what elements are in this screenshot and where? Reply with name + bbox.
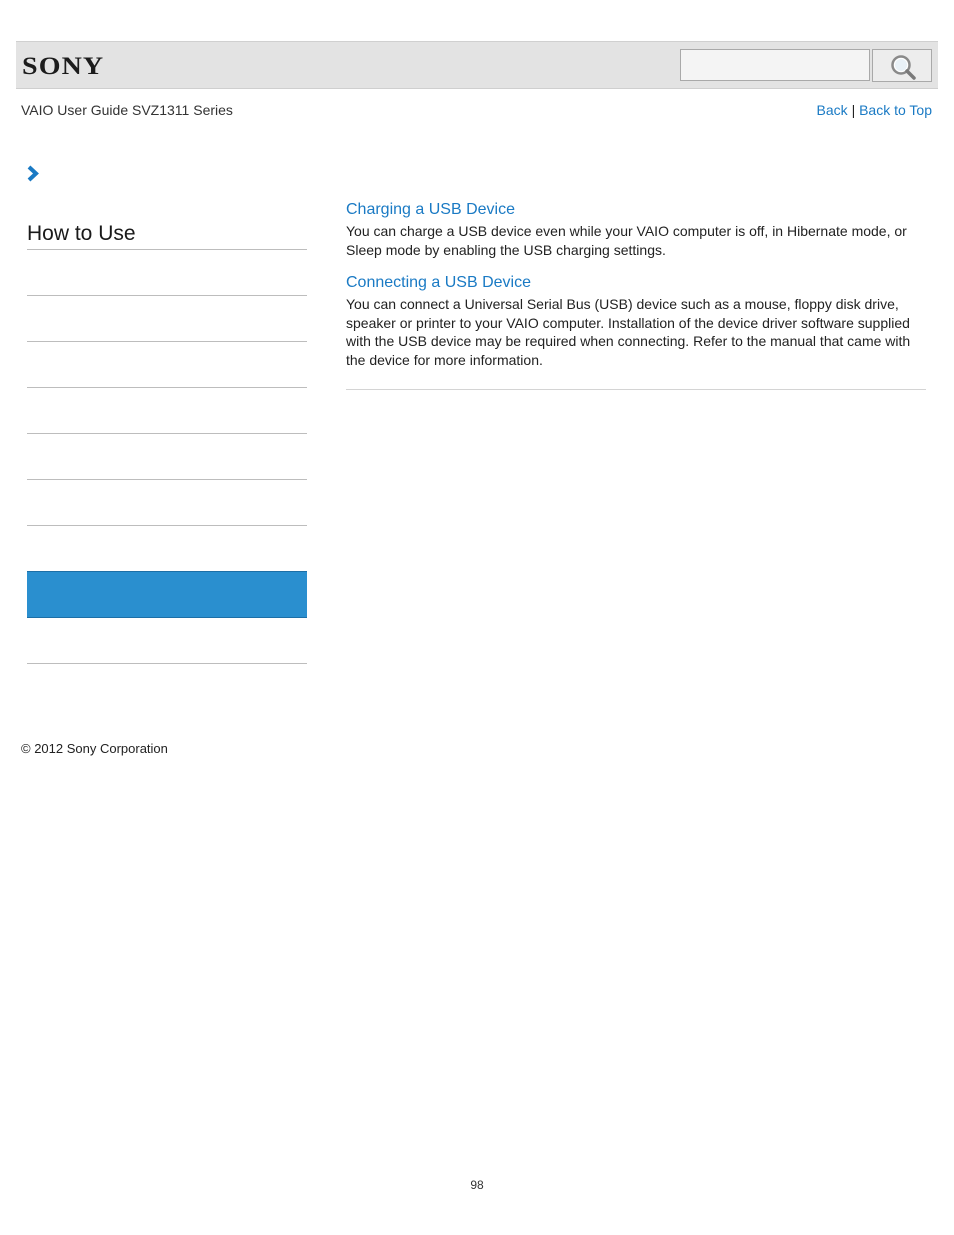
content-divider [346, 389, 926, 390]
back-link[interactable]: Back [816, 102, 848, 118]
top-links [817, 102, 932, 118]
guide-title: VAIO User Guide SVZ1311 Series [21, 102, 233, 118]
search-input[interactable] [680, 49, 870, 81]
search-button[interactable] [872, 49, 932, 82]
sidebar-item-active[interactable] [27, 571, 307, 618]
page-number: 98 [470, 1178, 484, 1192]
sidebar-title: How to Use [27, 218, 307, 250]
topic-link-connecting-usb[interactable]: Connecting a USB Device [346, 274, 531, 291]
topic-link-charging-usb[interactable]: Charging a USB Device [346, 201, 515, 218]
sidebar-item-7[interactable] [27, 526, 307, 572]
sidebar-item-6[interactable] [27, 480, 307, 526]
main-content [346, 200, 926, 390]
topic-charging-usb [346, 200, 926, 259]
sidebar-item-4[interactable] [27, 388, 307, 434]
chevron-right-icon [25, 169, 41, 186]
sidebar-item-2[interactable] [27, 296, 307, 342]
sidebar [27, 218, 307, 664]
sony-logo: SONY [22, 53, 105, 80]
breadcrumb[interactable] [25, 165, 41, 187]
sidebar-item-3[interactable] [27, 342, 307, 388]
back-to-top-link[interactable]: Back to Top [859, 102, 932, 118]
sidebar-item-1[interactable] [27, 250, 307, 296]
copyright: © 2012 Sony Corporation [21, 741, 168, 756]
topic-description: You can connect a Universal Serial Bus (USB) device such as a mouse, floppy disk drive, speaker or printer to your VAIO computer. Installation of the device driver software supplied with the USB device may be required when connecting. Refer to the manual that came with the device for more information. [346, 296, 911, 368]
header-bar [16, 41, 938, 89]
sidebar-item-9[interactable] [27, 618, 307, 664]
link-separator: | [851, 102, 856, 118]
topic-connecting-usb [346, 273, 926, 369]
sidebar-item-5[interactable] [27, 434, 307, 480]
topic-description: You can charge a USB device even while your VAIO computer is off, in Hibernate mode, or Sleep mode by enabling the USB charging settings. [346, 223, 907, 258]
